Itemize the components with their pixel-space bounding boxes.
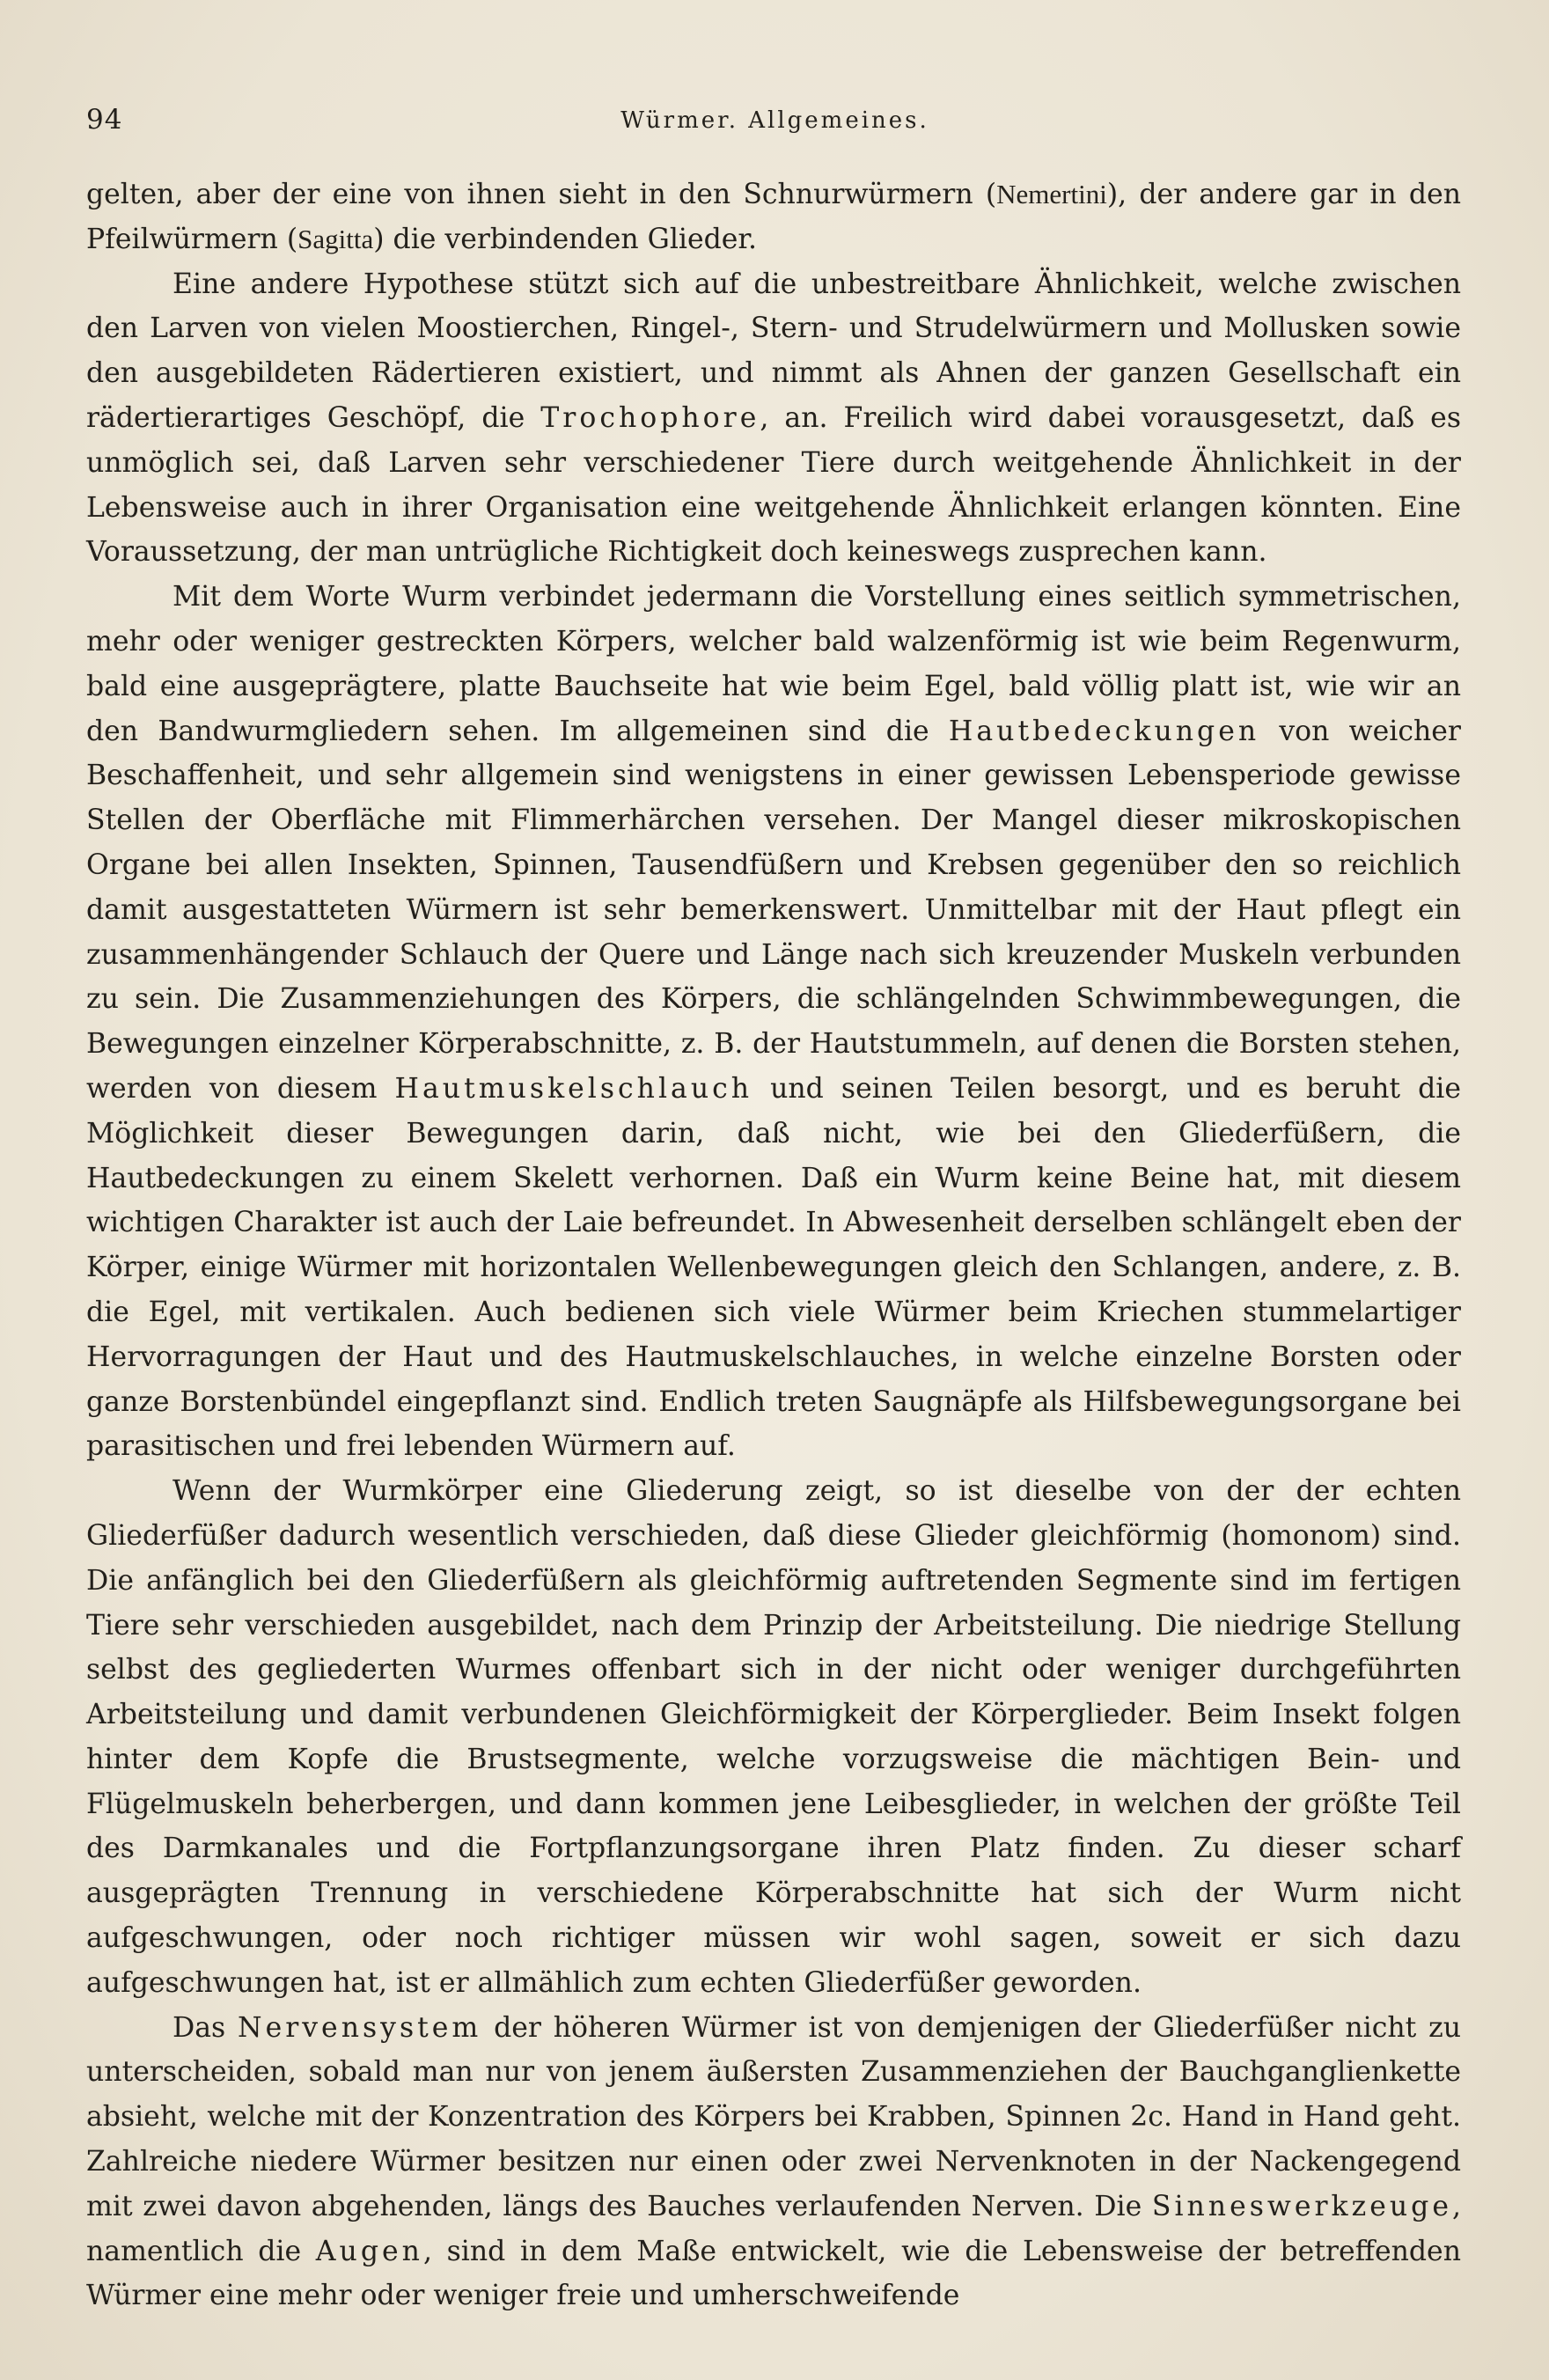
text-run: ) die verbindenden Glieder. [373,223,758,255]
paragraph [86,575,1461,1469]
text-run: , namentlich die [86,2190,1461,2267]
page-header [86,104,1464,148]
text-run: und seinen Teilen besorgt, und es beruht die Möglichkeit dieser Bewegungen darin, daß nicht, wie bei den Gliederfüßern, die Hautbedeckungen zu einem Skelett verhornen. Daß ein Wurm keine Beine hat, mit diesem wichtigen Charakter ist auch der Laie befreundet. In Abwesenheit derselben schlängelt eben der Körper, einige Würmer mit horizontalen Wellenbewegungen gleich den Schlangen, andere, z. B. die Egel, mit vertikalen. Auch bedienen sich viele Würmer beim Kriechen stummelartiger Hervorragungen der Haut und des Hautmuskelschlauches, in welche einzelne Borsten oder ganze Borstenbündel eingepflanzt sind. Endlich treten Saugnäpfe als Hilfsbewegungsorgane bei parasitischen und frei lebenden Würmern auf. [86,1072,1461,1463]
emphasized-term: Trochophore [540,401,760,434]
emphasized-term: Augen [315,2235,423,2267]
running-title: Würmer. Allgemeines. [620,107,929,134]
page-number: 94 [86,104,123,136]
paragraph [86,2006,1461,2319]
emphasized-term: Nervensystem [238,2011,482,2044]
latin-term: Sagitta [297,223,374,254]
text-run: Mit dem Worte Wurm verbindet jedermann die Vorstellung eines seitlich symmetrischen, mehr oder weniger gestreckten Körpers, welcher bald walzenförmig ist wie beim Regenwurm, bald eine ausgeprägtere, platte Bauchseite hat wie beim Egel, bald völlig platt ist, wie wir an den Bandwurmgliedern sehen. Im allgemeinen sind die [86,581,1461,747]
emphasized-term: Sinneswerkzeuge [1151,2190,1452,2222]
latin-term: Nemertini [996,179,1107,209]
text-run: Eine andere Hypothese stützt sich auf die unbestreitbare Ähnlichkeit, welche zwischen den Larven von vielen Moostierchen, Ringel-, Stern- und Strudelwürmern und Mollusken sowie den ausgebildeten Rädertieren existiert, und nimmt als Ahnen der ganzen Gesellschaft ein rädertierartiges Geschöpf, die [86,268,1461,434]
paragraph [86,173,1461,262]
text-run: von weicher Beschaffenheit, und sehr allgemein sind wenigstens in einer gewissen Lebensperiode gewisse Stellen der Oberfläche mit Flimmerhärchen versehen. Der Mangel dieser mikroskopischen Organe bei allen Insekten, Spinnen, Tausendfüßern und Krebsen gegenüber den so reichlich damit ausgestatteten Würmern ist sehr bemerkenswert. Unmittelbar mit der Haut pflegt ein zusammenhängender Schlauch der Quere und Länge nach sich kreuzender Muskeln verbunden zu sein. Die Zusammenziehungen des Körpers, die schlängelnden Schwimmbewegungen, die Bewegungen einzelner Körperabschnitte, z. B. der Hautstummeln, auf denen die Borsten stehen, werden von diesem [86,715,1461,1105]
text-run: , sind in dem Maße entwickelt, wie die Lebensweise der betreffenden Würmer eine mehr oder weniger freie und umherschweifende [86,2235,1461,2312]
body-text [86,173,1461,2318]
text-run: der höheren Würmer ist von demjenigen der Gliederfüßer nicht zu unterscheiden, sobald man nur von jenem äußersten Zusammenziehen der Bauchganglienkette absieht, welche mit der Konzentration des Körpers bei Krabben, Spinnen 2c. Hand in Hand geht. Zahlreiche niedere Würmer besitzen nur einen oder zwei Nervenknoten in der Nackengegend mit zwei davon abgehenden, längs des Bauches verlaufenden Nerven. Die [86,2011,1461,2222]
paragraph [86,1469,1461,2006]
text-run: , an. Freilich wird dabei vorausgesetzt, daß es unmöglich sei, daß Larven sehr verschiedener Tiere durch weitgehende Ähnlichkeit in der Lebensweise auch in ihrer Organisation eine weitgehende Ähnlichkeit erlangen könnten. Eine Voraussetzung, der man untrügliche Richtigkeit doch keineswegs zusprechen kann. [86,401,1461,569]
text-run: ), der andere gar in den Pfeilwürmern ( [86,179,1462,255]
emphasized-term: Hautbedeckungen [948,715,1260,747]
emphasized-term: Hautmuskelschlauch [394,1072,753,1105]
text-run: Das [173,2011,238,2044]
text-run: gelten, aber der eine von ihnen sieht in den Schnurwürmern ( [86,179,997,210]
paragraph [86,262,1461,576]
text-run: Wenn der Wurmkörper eine Gliederung zeigt, so ist dieselbe von der der echten Gliederfüßer dadurch wesentlich verschieden, daß diese Glieder gleichförmig (homonom) sind. Die anfänglich bei den Gliederfüßern als gleichförmig auftretenden Segmente sind im fertigen Tiere sehr verschieden ausgebildet, nach dem Prinzip der Arbeitsteilung. Die niedrige Stellung selbst des gegliederten Wurmes offenbart sich in der nicht oder weniger durchgeführten Arbeitsteilung und damit verbundenen Gleichförmigkeit der Körperglieder. Beim Insekt folgen hinter dem Kopfe die Brustsegmente, welche vorzugsweise die mächtigen Bein- und Flügelmuskeln beherbergen, und dann kommen jene Leibesglieder, in welchen der größte Teil des Darmkanales und die Fortpflanzungsorgane ihren Platz finden. Zu dieser scharf ausgeprägten Trennung in verschiedene Körperabschnitte hat sich der Wurm nicht aufgeschwungen, oder noch richtiger müssen wir wohl sagen, soweit er sich dazu aufgeschwungen hat, ist er allmählich zum echten Gliederfüßer geworden. [86,1475,1461,1999]
